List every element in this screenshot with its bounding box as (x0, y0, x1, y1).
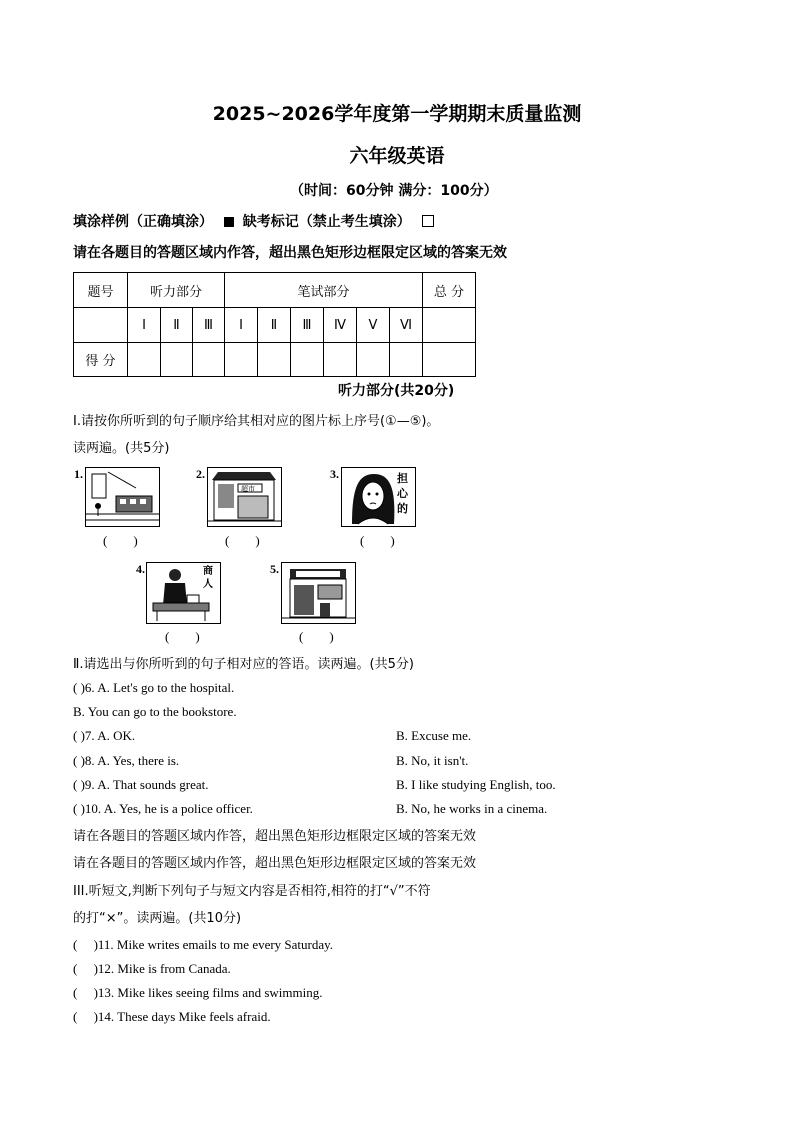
writing-col: Ⅴ (357, 308, 390, 343)
fill-sample-line (73, 211, 434, 231)
answer-paren[interactable]: ( ) (299, 629, 334, 644)
question-9-b: B. I like studying English, too. (396, 777, 556, 792)
question-6-a: ( )6. A. Let's go to the hospital. (73, 680, 235, 695)
question-8-a: ( )8. A. Yes, there is. (73, 753, 180, 768)
answer-paren[interactable]: ( ) (165, 629, 200, 644)
writing-part-header: 笔试部分 (225, 273, 423, 308)
picture-number: 5. (270, 562, 279, 576)
total-header: 总 分 (423, 273, 476, 308)
question-10-b: B. No, he works in a cinema. (396, 801, 548, 816)
score-cell[interactable] (161, 343, 193, 377)
section3-instruction: III.听短文,判断下列句子与短文内容是否相符,相符的打“√”不符 (73, 884, 431, 899)
blank-cell (423, 308, 476, 343)
listening-col: Ⅲ (193, 308, 225, 343)
fill-sample-label: 填涂样例（正确填涂） (73, 214, 213, 230)
writing-col: Ⅰ (225, 308, 258, 343)
listening-heading: 听力部分(共20分) (338, 383, 455, 399)
section1-instruction-2: 读两遍。(共5分) (73, 441, 170, 456)
listening-col: Ⅰ (128, 308, 161, 343)
writing-col: Ⅱ (258, 308, 291, 343)
empty-square-icon[interactable] (422, 215, 434, 227)
blank-cell (74, 308, 128, 343)
businessman-picture (146, 562, 221, 624)
businessman-caption: 商人 (203, 566, 213, 590)
question-6-b: B. You can go to the bookstore. (73, 704, 237, 719)
picture-number: 1. (74, 467, 83, 481)
picture-number: 4. (136, 562, 145, 576)
post-office-picture (281, 562, 356, 624)
question-13: ( )13. Mike likes seeing films and swimming. (73, 985, 323, 1000)
writing-col: Ⅲ (291, 308, 324, 343)
question-9-a: ( )9. A. That sounds great. (73, 777, 209, 792)
writing-col: Ⅵ (390, 308, 423, 343)
score-cell[interactable] (324, 343, 357, 377)
question-14: ( )14. These days Mike feels afraid. (73, 1009, 271, 1024)
filled-square-icon (224, 217, 234, 227)
exam-subject: 六年级英语 (349, 145, 445, 167)
question-12: ( )12. Mike is from Canada. (73, 961, 231, 976)
exam-info: （时间：60分钟 满分：100分） (290, 183, 498, 199)
question-11: ( )11. Mike writes emails to me every Saturday. (73, 937, 334, 952)
answer-paren[interactable]: ( ) (360, 533, 395, 548)
worried-caption: 担心的 (397, 472, 408, 515)
listening-col: Ⅱ (161, 308, 193, 343)
score-cell[interactable] (258, 343, 291, 377)
question-10-a: ( )10. A. Yes, he is a police officer. (73, 801, 253, 816)
score-row-label: 得 分 (74, 343, 128, 377)
absent-mark-label: 缺考标记（禁止考生填涂） (242, 214, 411, 230)
score-cell[interactable] (225, 343, 258, 377)
exam-title: 2025~2026学年度第一学期期末质量监测 (212, 103, 582, 125)
section1-instruction: Ⅰ.请按你所听到的句子顺序给其相对应的图片标上序号(①—⑤)。 (73, 414, 440, 429)
score-cell[interactable] (291, 343, 324, 377)
picture-number: 2. (196, 467, 205, 481)
picture-number: 3. (330, 467, 339, 481)
score-cell[interactable] (193, 343, 225, 377)
answer-paren[interactable]: ( ) (225, 533, 260, 548)
listening-part-header: 听力部分 (128, 273, 225, 308)
worried-girl-picture (341, 467, 416, 527)
score-cell[interactable] (423, 343, 476, 377)
score-cell[interactable] (390, 343, 423, 377)
train-station-picture (85, 467, 160, 527)
section2-instruction: Ⅱ.请选出与你所听到的句子相对应的答语。读两遍。(共5分) (73, 657, 414, 672)
answer-area-notice: 请在各题目的答题区域内作答，超出黑色矩形边框限定区域的答案无效 (73, 245, 507, 261)
col-title: 题号 (74, 273, 128, 308)
writing-col: Ⅳ (324, 308, 357, 343)
supermarket-picture (207, 467, 282, 527)
score-cell[interactable] (357, 343, 390, 377)
score-table (73, 272, 476, 377)
question-7-b: B. Excuse me. (396, 728, 472, 743)
score-cell[interactable] (128, 343, 161, 377)
answer-paren[interactable]: ( ) (103, 533, 138, 548)
supermarket-sign: 超市 (241, 485, 255, 493)
question-7-a: ( )7. A. OK. (73, 728, 136, 743)
section3-instruction-2: 的打“×”。读两遍。(共10分) (73, 911, 242, 926)
question-8-b: B. No, it isn't. (396, 753, 469, 768)
answer-area-notice-repeat: 请在各题目的答题区域内作答，超出黑色矩形边框限定区域的答案无效 (73, 856, 477, 871)
answer-area-notice-repeat: 请在各题目的答题区域内作答，超出黑色矩形边框限定区域的答案无效 (73, 829, 477, 844)
